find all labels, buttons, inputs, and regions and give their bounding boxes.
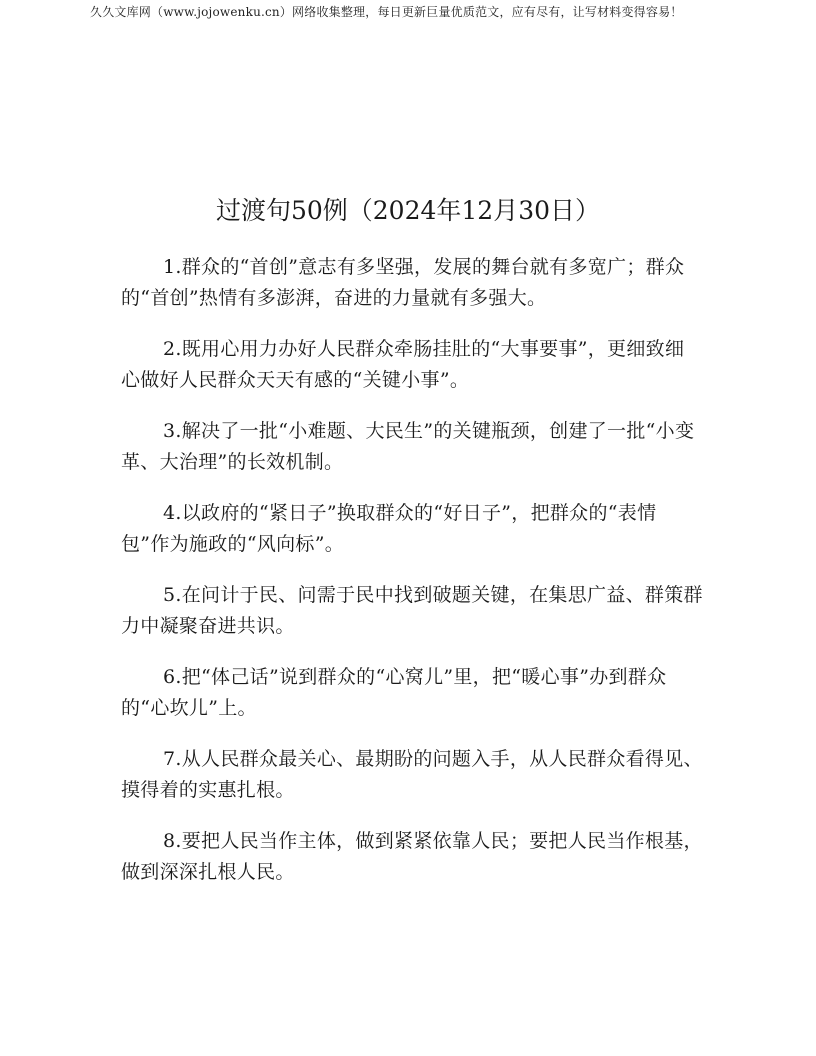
list-item: 2.既用心用力办好人民群众牵肠挂肚的“大事要事”，更细致细心做好人民群众天天有感的“关键小事”。 <box>121 338 685 391</box>
list-item: 1.群众的“首创”意志有多坚强，发展的舞台就有多宽广；群众的“首创”热情有多澎湃，奋进的力量就有多强大。 <box>121 256 685 309</box>
list-item: 8.要把人民当作主体，做到紧紧依靠人民；要把人民当作根基，做到深深扎根人民。 <box>121 830 703 883</box>
list-item: 7.从人民群众最关心、最期盼的问题入手，从人民群众看得见、摸得着的实惠扎根。 <box>121 748 703 801</box>
list-item: 5.在问计于民、问需于民中找到破题关键，在集思广益、群策群力中凝聚奋进共识。 <box>121 584 703 637</box>
list-item: 4.以政府的“紧日子”换取群众的“好日子”，把群众的“表情包”作为施政的“风向标”。 <box>121 502 657 555</box>
list-item: 6.把“体己话”说到群众的“心窝儿”里，把“暖心事”办到群众的“心坎儿”上。 <box>121 666 667 719</box>
item-list <box>121 252 703 908</box>
document-title: 过渡句50例（2024年12月30日） <box>215 196 601 225</box>
source-header-note: 久久文库网（www.jojowenku.cn）网络收集整理，每日更新巨量优质范文，应有尽有，让写材料变得容易！ <box>90 5 683 19</box>
list-item: 3.解决了一批“小难题、大民生”的关键瓶颈，创建了一批“小变革、大治理”的长效机制。 <box>121 420 695 473</box>
